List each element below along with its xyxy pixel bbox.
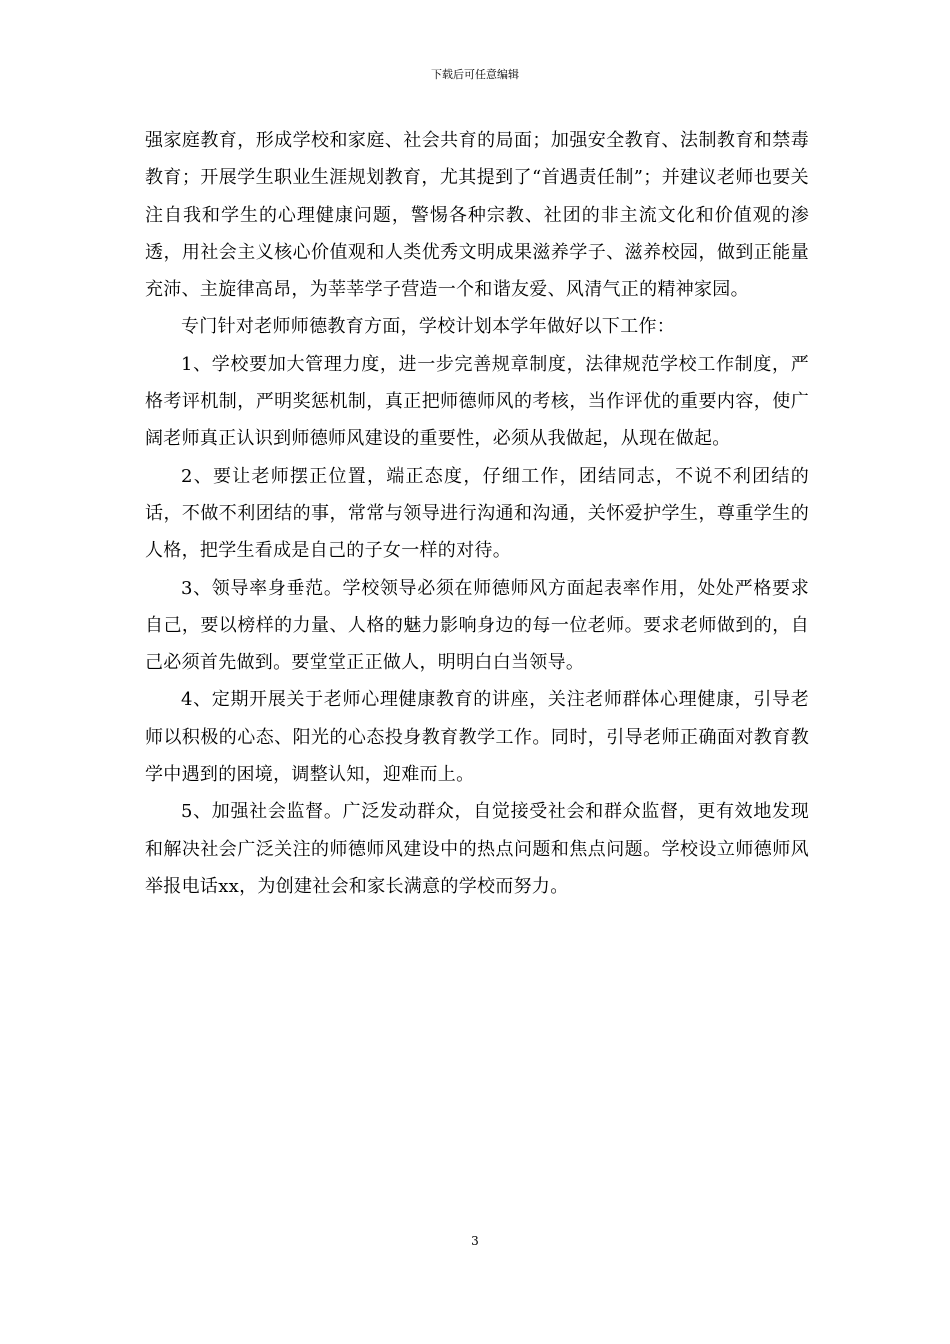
paragraph-intro: 专门针对老师师德教育方面，学校计划本学年做好以下工作： [181,316,676,338]
header-note: 下载后可任意编辑 [431,68,519,81]
paragraph-item-5: 5、加强社会监督。广泛发动群众，自觉接受社会和群众监督，更有效地发现和解决社会广泛关注的师德师风建设中的热点问题和焦点问题。学校设立师德师风举报电话xx，为创建社会和家长满意的学校而努力。 [145,801,809,897]
paragraph-item-4: 4、定期开展关于老师心理健康教育的讲座，关注老师群体心理健康，引导老师以积极的心态、阳光的心态投身教育教学工作。同时，引导老师正确面对教育教学中遇到的困境，调整认知，迎难而上。 [145,689,809,786]
paragraph-item-2: 2、要让老师摆正位置，端正态度，仔细工作，团结同志，不说不利团结的话，不做不利团结的事，常常与领导进行沟通和沟通，关怀爱护学生，尊重学生的人格，把学生看成是自己的子女一样的对待。 [145,465,809,562]
document-body [145,122,809,905]
paragraph-item-3: 3、领导率身垂范。学校领导必须在师德师风方面起表率作用，处处严格要求自己，要以榜样的力量、人格的魅力影响身边的每一位老师。要求老师做到的，自己必须首先做到。要堂堂正正做人，明明白白当领导。 [145,577,809,674]
page-number: 3 [471,1234,479,1248]
paragraph-continuation: 强家庭教育，形成学校和家庭、社会共育的局面；加强安全教育、法制教育和禁毒教育；开展学生职业生涯规划教育，尤其提到了“首遇责任制”；并建议老师也要关注自我和学生的心理健康问题，警惕各种宗教、社团的非主流文化和价值观的渗透，用社会主义核心价值观和人类优秀文明成果滋养学子、滋养校园，做到正能量充沛、主旋律高昂，为莘莘学子营造一个和谐友爱、风清气正的精神家园。 [145,130,809,301]
paragraph-item-1: 1、学校要加大管理力度，进一步完善规章制度，法律规范学校工作制度，严格考评机制，严明奖惩机制，真正把师德师风的考核，当作评优的重要内容，使广阔老师真正认识到师德师风建设的重要性，必须从我做起，从现在做起。 [145,353,809,450]
